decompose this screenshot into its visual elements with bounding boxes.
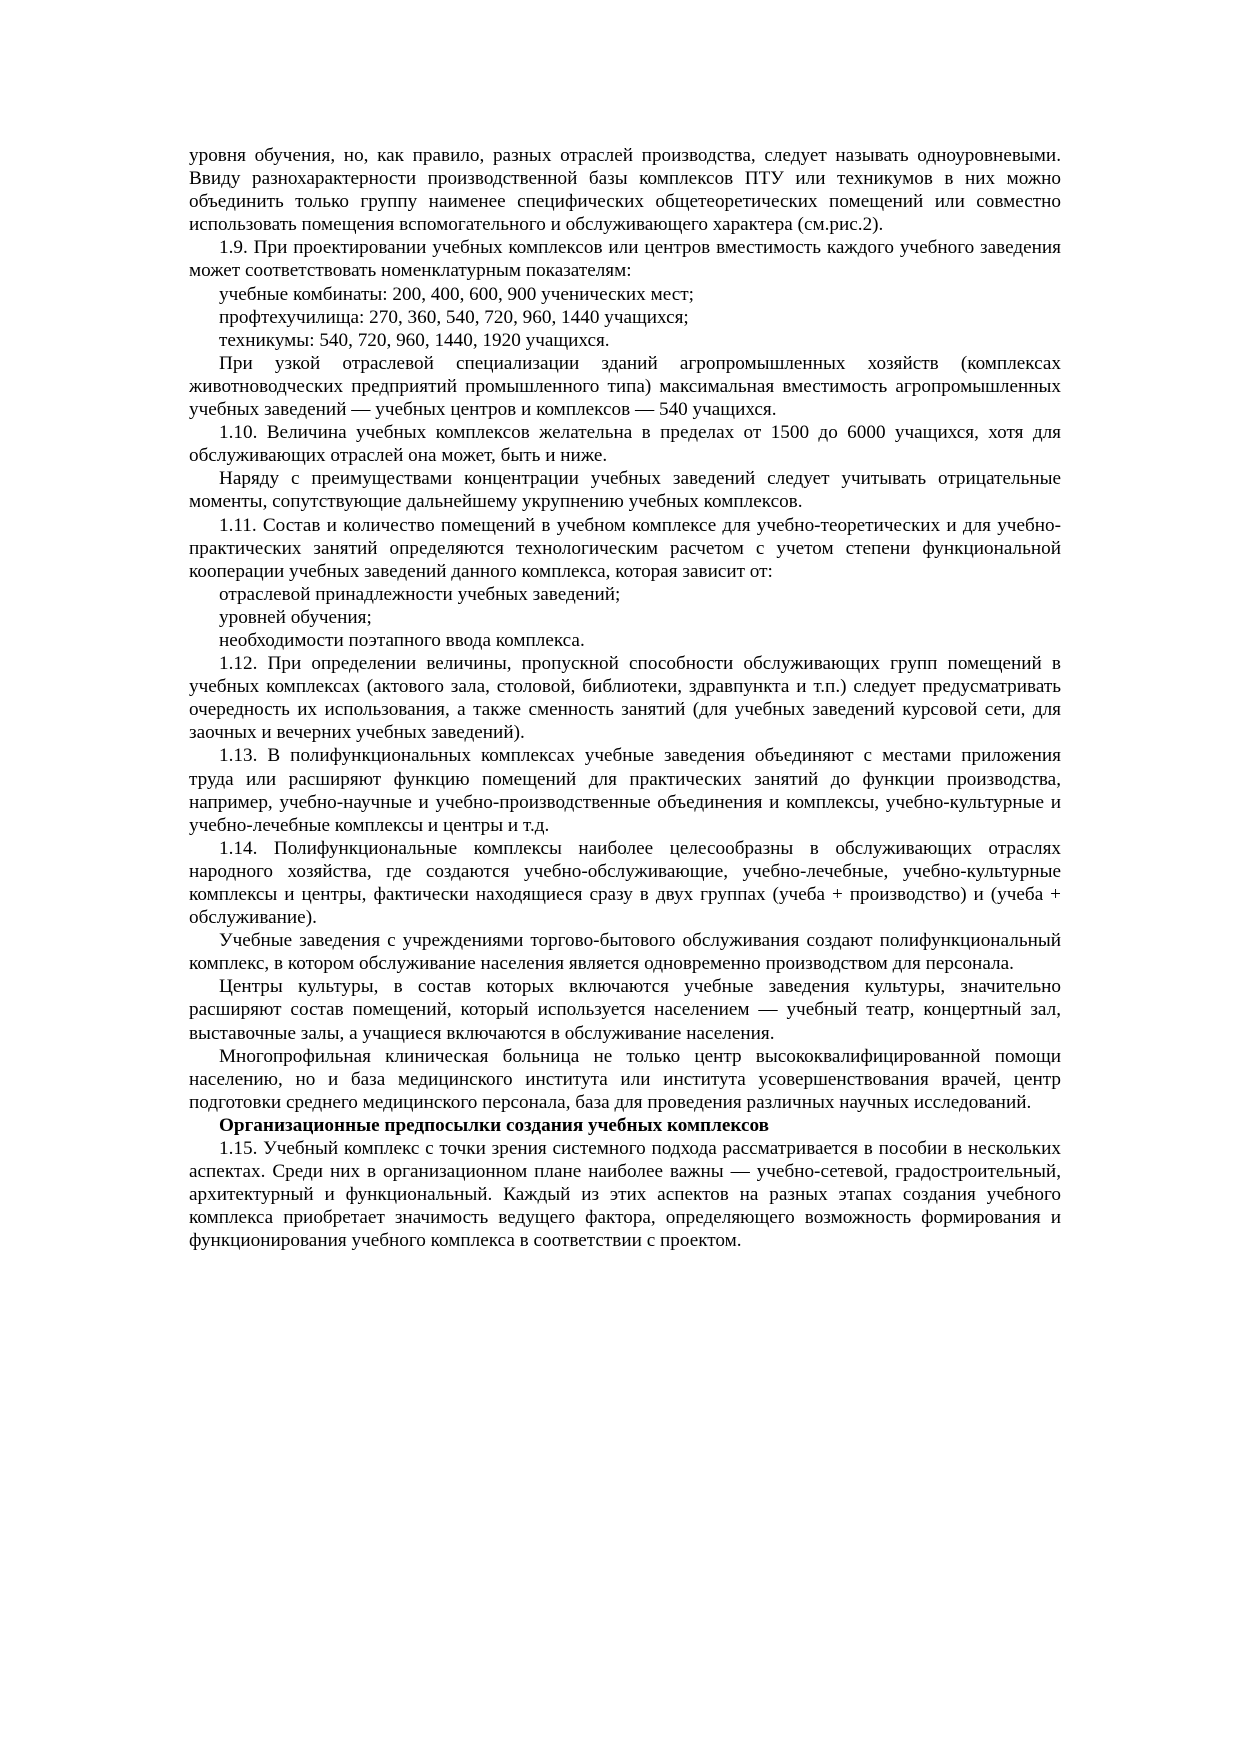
list-item-technical-schools: техникумы: 540, 720, 960, 1440, 1920 учащихся.	[219, 329, 610, 351]
paragraph-1-9: 1.9. При проектировании учебных комплексов или центров вместимость каждого учебного заведения может соответствовать номенклатурным показателям:	[189, 237, 1061, 282]
paragraph-1-11: 1.11. Состав и количество помещений в учебном комплексе для учебно-теоретических и для учебно-практических занятий определяются технологическим расчетом с учетом степени функциональной кооперации учебных заведений данного комплекса, которая зависит от:	[189, 514, 1061, 582]
paragraph-agro-specialization: При узкой отраслевой специализации зданий агропромышленных хозяйств (комплексах животноводческих предприятий промышленного типа) максимальная вместимость агропромышленных учебных заведений — учебных центров и комплексов — 540 учащихся.	[189, 352, 1061, 421]
list-item-levels: уровней обучения;	[219, 606, 372, 628]
section-heading: Организационные предпосылки создания учебных комплексов	[219, 1114, 769, 1136]
paragraph-1-12: 1.12. При определении величины, пропускной способности обслуживающих групп помещений в учебных комплексах (актового зала, столовой, библиотеки, здравпункта и т.п.) следует предусматривать очередность их использования, а также сменность занятий (для учебных заведений курсовой сети, для заочных и вечерних учебных заведений).	[189, 653, 1061, 744]
paragraph-1-15: 1.15. Учебный комплекс с точки зрения системного подхода рассматривается в пособии в нескольких аспектах. Среди них в организационном плане наиболее важны — учебно-сетевой, градостроительный, архитектурный и функциональный. Каждый из этих аспектов на разных этапах создания учебного комплекса приобретает значимость ведущего фактора, определяющего возможность формирования и функционирования учебного комплекса в соответствии с проектом.	[189, 1138, 1061, 1252]
paragraph-trade-services: Учебные заведения с учреждениями торгово-бытового обслуживания создают полифункциональный комплекс, в котором обслуживание населения является одновременно производством для персонала.	[189, 930, 1061, 975]
paragraph-hospital: Многопрофильная клиническая больница не только центр высококвалифицированной помощи населению, но и база медицинского института или института усовершенствования врачей, центр подготовки среднего медицинского персонала, база для проведения различных научных исследований.	[189, 1045, 1061, 1113]
paragraph-concentration: Наряду с преимуществами концентрации учебных заведений следует учитывать отрицательные моменты, сопутствующие дальнейшему укрупнению учебных комплексов.	[189, 468, 1061, 513]
list-item-vocational-schools: профтехучилища: 270, 360, 540, 720, 960, 1440 учащихся;	[219, 306, 689, 328]
paragraph-1-13: 1.13. В полифункциональных комплексах учебные заведения объединяют с местами приложения труда или расширяют функцию помещений для практических занятий до функции производства, например, учебно-научные и учебно-производственные объединения и комплексы, учебно-культурные и учебно-лечебные комплексы и центры и т.д.	[189, 745, 1061, 836]
list-item-phased-commissioning: необходимости поэтапного ввода комплекса.	[219, 629, 585, 651]
list-item-affiliation: отраслевой принадлежности учебных заведений;	[219, 583, 621, 605]
document-page	[189, 144, 1061, 1253]
paragraph-continuation: уровня обучения, но, как правило, разных отраслей производства, следует называть одноуровневыми. Ввиду разнохарактерности производственной базы комплексов ПТУ или техникумов в них можно объединить только группу наименее специфических общетеоретических помещений или совместно использовать помещения вспомогательного и обслуживающего характера (см.рис.2).	[189, 145, 1061, 236]
paragraph-1-10: 1.10. Величина учебных комплексов желательна в пределах от 1500 до 6000 учащихся, хотя для обслуживающих отраслей она может, быть и ниже.	[189, 422, 1061, 467]
paragraph-culture-centers: Центры культуры, в состав которых включаются учебные заведения культуры, значительно расширяют состав помещений, который используется населением — учебный театр, концертный зал, выставочные залы, а учащиеся включаются в обслуживание населения.	[189, 976, 1061, 1044]
paragraph-1-14: 1.14. Полифункциональные комплексы наиболее целесообразны в обслуживающих отраслях народного хозяйства, где создаются учебно-обслуживающие, учебно-лечебные, учебно-культурные комплексы и центры, фактически находящиеся сразу в двух группах (учеба + производство) и (учеба + обслуживание).	[189, 837, 1061, 929]
list-item-training-centers: учебные комбинаты: 200, 400, 600, 900 ученических мест;	[219, 283, 694, 305]
